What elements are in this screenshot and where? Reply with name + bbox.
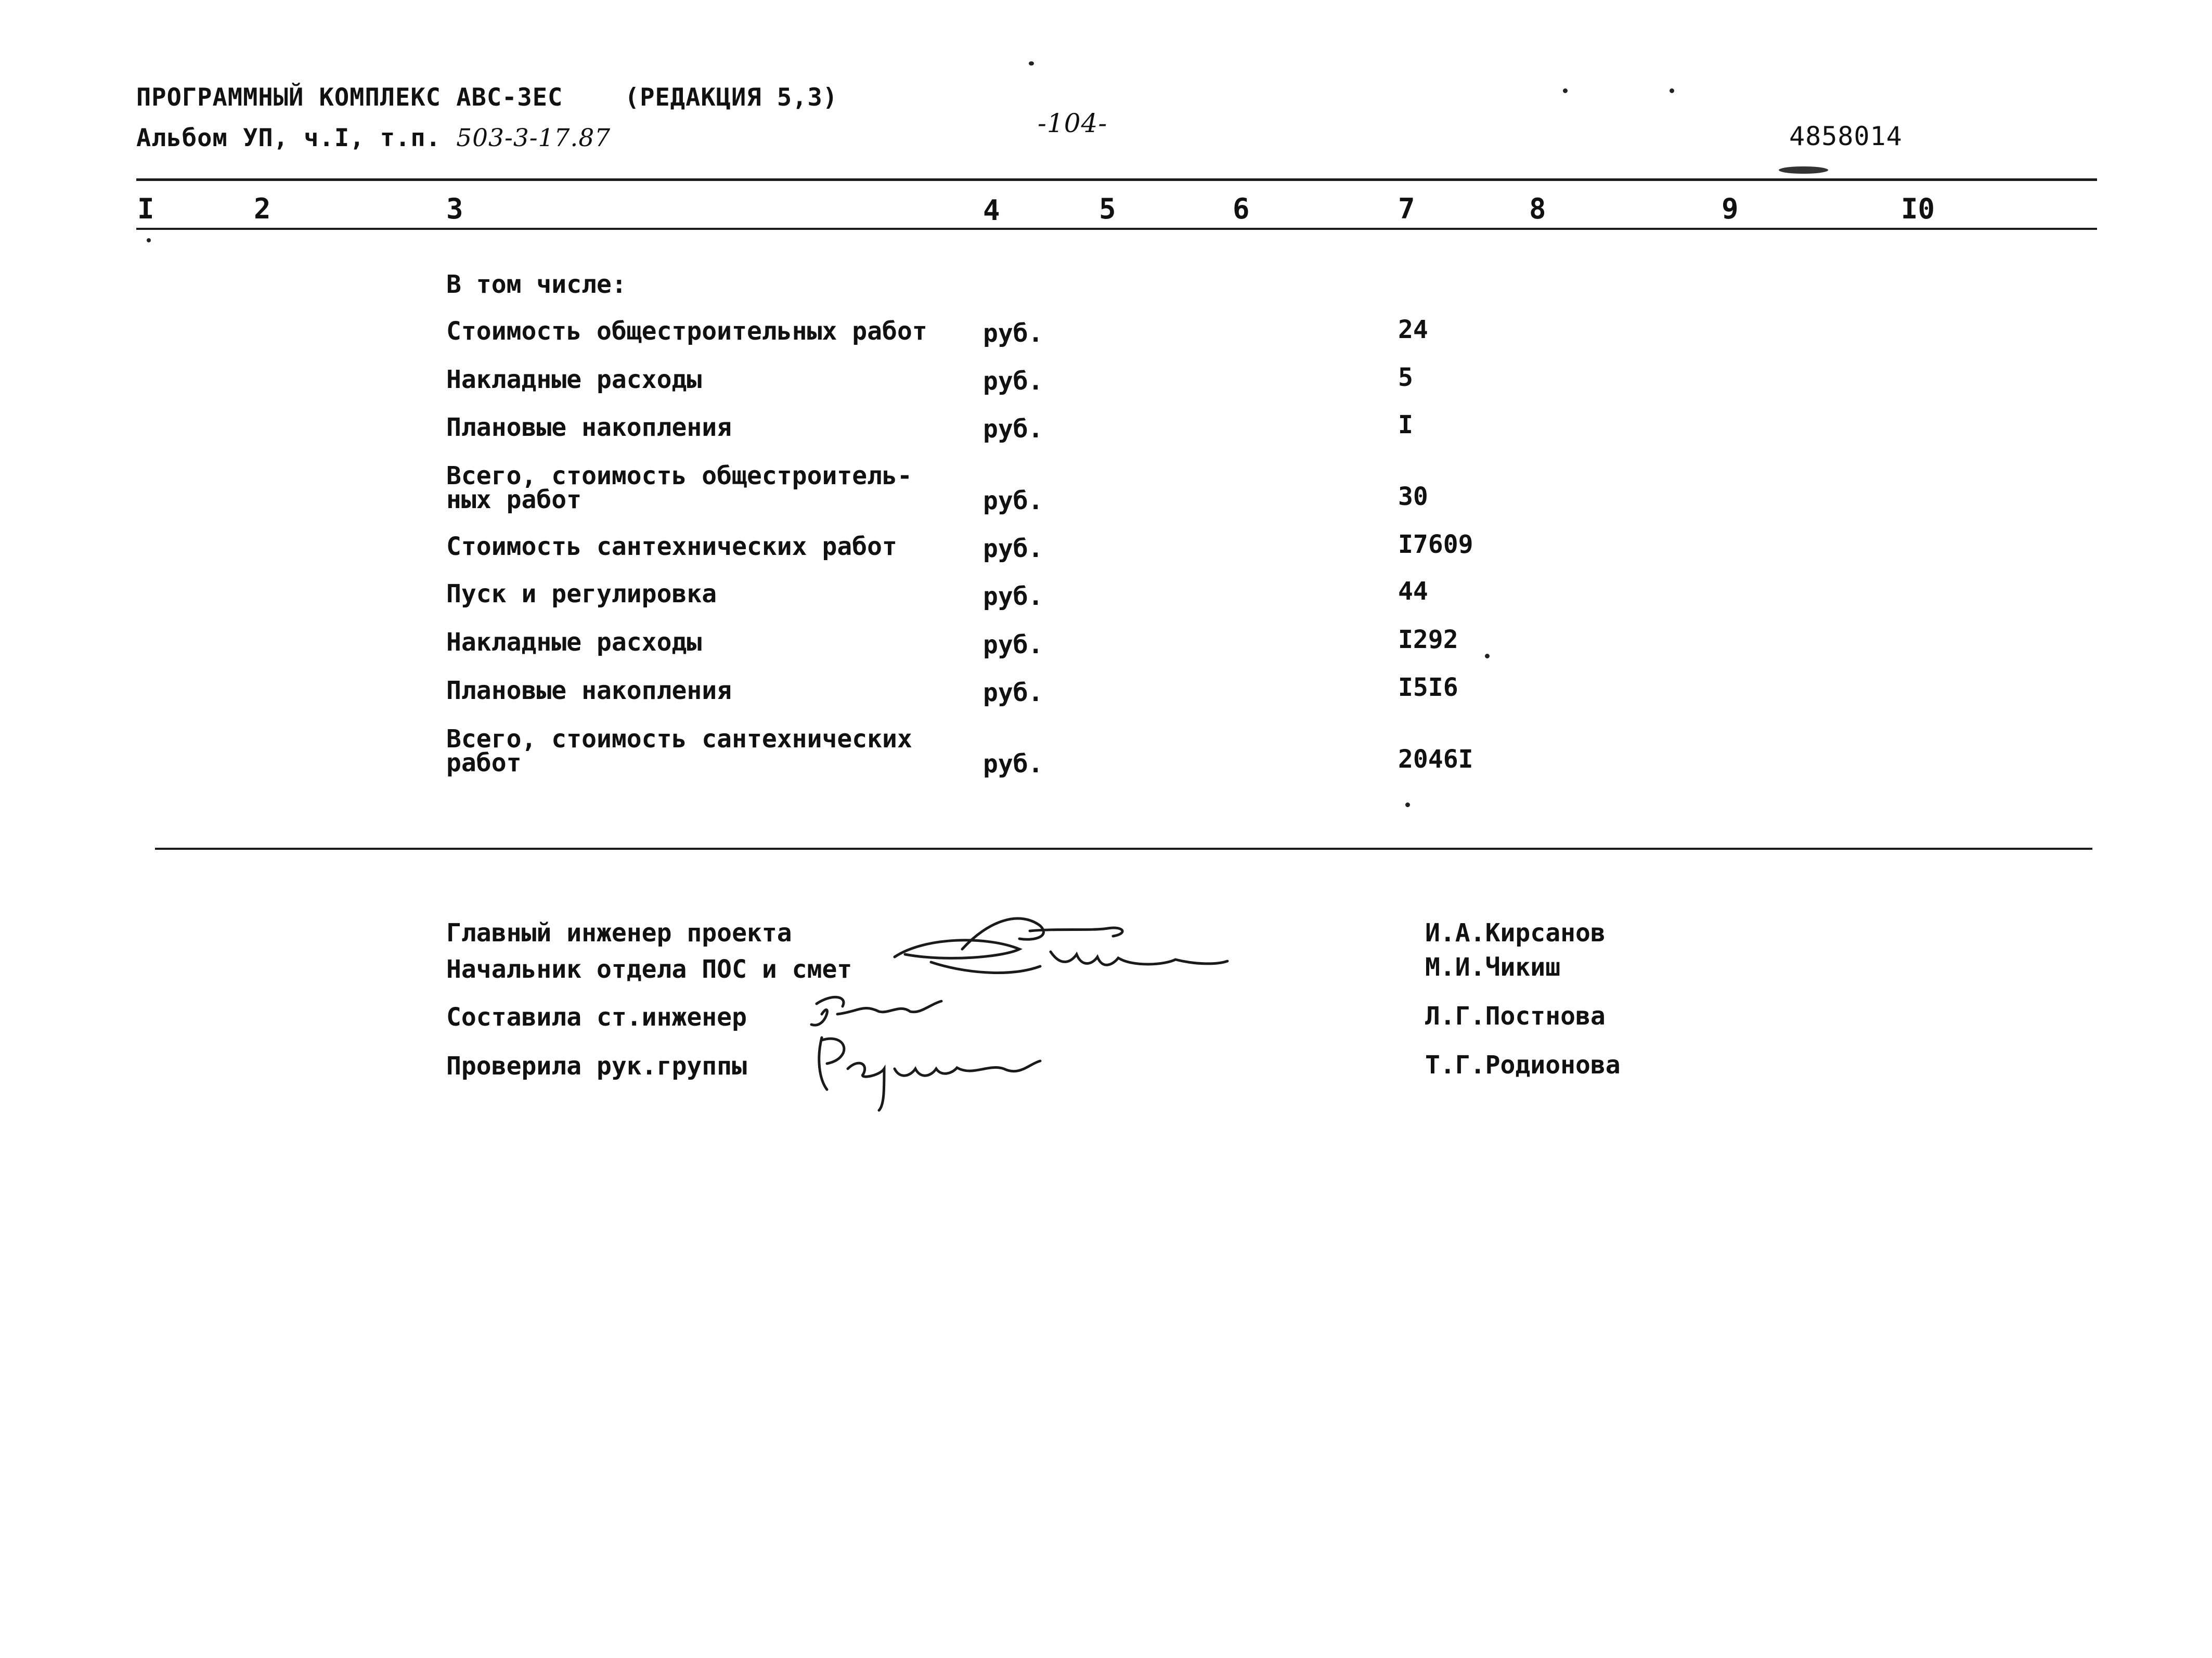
sig-role-2: Начальник отдела ПОС и смет [446, 955, 852, 984]
sig-role-3: Составила ст.инженер [446, 1003, 747, 1032]
row-unit-9: руб. [983, 749, 1043, 779]
col-8: 8 [1529, 192, 1546, 225]
album-project: 503-3-17.87 [456, 124, 611, 152]
col-6: 6 [1233, 192, 1250, 225]
row-unit-7: руб. [983, 630, 1043, 659]
page-number: -104- [1038, 108, 1108, 138]
col-7: 7 [1398, 192, 1415, 225]
sig-name-2: М.И.Чикиш [1425, 953, 1561, 982]
signature-rodionova [806, 1027, 1045, 1116]
col-4: 4 [983, 194, 1000, 227]
row-name-8: Плановые накопления [446, 676, 732, 705]
row-name-7: Накладные расходы [446, 628, 702, 657]
col-10: I0 [1901, 192, 1935, 225]
row-value-1: 24 [1398, 315, 1428, 344]
album-line [136, 124, 611, 152]
row-unit-5: руб. [983, 534, 1043, 563]
row-value-4: 30 [1398, 482, 1428, 511]
header-top-rule [136, 178, 2097, 181]
table-bottom-rule [155, 848, 2092, 850]
row-name-5: Стоимость сантехнических работ [446, 532, 897, 561]
section-title: В том числе: [446, 270, 627, 299]
scan-speck [1029, 61, 1034, 66]
row-value-3: I [1398, 410, 1413, 439]
row-name-1: Стоимость общестроительных работ [446, 317, 927, 346]
program-line: ПРОГРАММНЫЙ КОМПЛЕКС АВС-ЗЕС [136, 83, 563, 112]
album-prefix: Альбом УП, ч.I, т.п. [136, 124, 441, 152]
scan-speck [1563, 88, 1568, 93]
row-name-2: Накладные расходы [446, 365, 702, 394]
ink-mark [1779, 166, 1828, 174]
program-title [136, 83, 838, 112]
sig-name-4: Т.Г.Родионова [1425, 1051, 1621, 1080]
row-name-6: Пуск и регулировка [446, 579, 717, 608]
col-1: I [137, 192, 154, 225]
row-unit-4: руб. [983, 486, 1043, 515]
row-unit-1: руб. [983, 319, 1043, 348]
scan-speck [1670, 88, 1674, 93]
scan-speck [1485, 654, 1490, 658]
edition-label: (РЕДАКЦИЯ 5,3) [624, 83, 838, 112]
sig-name-3: Л.Г.Постнова [1425, 1002, 1606, 1031]
row-value-7: I292 [1398, 625, 1458, 654]
row-value-5: I7609 [1398, 530, 1473, 559]
row-unit-8: руб. [983, 678, 1043, 707]
scan-speck [147, 238, 151, 242]
sig-name-1: И.А.Кирсанов [1425, 918, 1606, 948]
row-value-8: I5I6 [1398, 673, 1458, 702]
row-unit-3: руб. [983, 415, 1043, 444]
header-bottom-rule [136, 228, 2097, 230]
doc-number: 4858014 [1789, 121, 1903, 151]
col-9: 9 [1722, 192, 1739, 225]
row-value-2: 5 [1398, 363, 1413, 392]
row-name-4: Всего, стоимость общестроитель- ных работ [446, 461, 912, 514]
scan-speck [1405, 802, 1410, 807]
row-unit-6: руб. [983, 582, 1043, 611]
row-name-9: Всего, стоимость сантехнических работ [446, 724, 912, 778]
row-unit-2: руб. [983, 367, 1043, 396]
col-5: 5 [1099, 192, 1116, 225]
row-value-6: 44 [1398, 577, 1428, 606]
sig-role-1: Главный инженер проекта [446, 918, 792, 948]
col-2: 2 [254, 192, 271, 225]
col-3: 3 [446, 192, 463, 225]
sig-role-4: Проверила рук.группы [446, 1052, 747, 1081]
row-name-3: Плановые накопления [446, 413, 732, 442]
row-value-9: 2046I [1398, 745, 1473, 774]
